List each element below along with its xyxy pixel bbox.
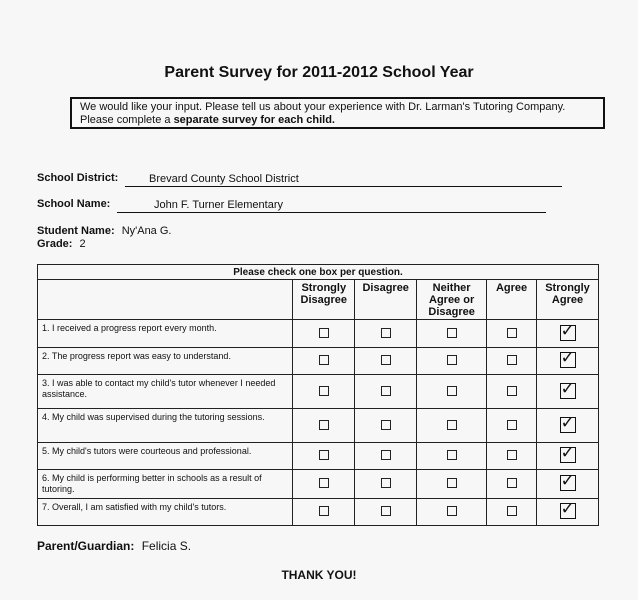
checkbox[interactable] [319,506,329,516]
checkbox[interactable] [507,450,517,460]
answer-cell [355,375,417,409]
checkbox[interactable] [319,450,329,460]
answer-cell [293,443,355,470]
answer-cell [537,320,599,348]
question-text: 7. Overall, I am satisfied with my child's tutors. [38,499,293,526]
checkbox[interactable] [447,450,457,460]
checked-checkbox[interactable] [560,503,576,519]
checked-checkbox[interactable] [560,383,576,399]
col-strongly-agree: Strongly Agree [537,280,599,320]
student-name-value: Ny'Ana G. [121,225,172,237]
checked-checkbox[interactable] [560,352,576,368]
answer-cell [417,348,487,375]
checkbox[interactable] [447,506,457,516]
checkbox[interactable] [381,450,391,460]
grade-label: Grade: 2 [37,238,86,250]
question-text: 2. The progress report was easy to understand. [38,348,293,375]
answer-cell [417,375,487,409]
answer-cell [537,443,599,470]
answer-cell [487,348,537,375]
question-rows [38,320,599,526]
checked-checkbox[interactable] [560,325,576,341]
intro-line-2: Please complete a separate survey for each child. [80,114,335,126]
answer-cell [293,348,355,375]
answer-cell [355,499,417,526]
answer-cell [293,375,355,409]
answer-cell [487,375,537,409]
checkbox[interactable] [319,328,329,338]
checkbox[interactable] [319,386,329,396]
school-name-field[interactable]: John F. Turner Elementary [117,199,546,213]
checkbox[interactable] [381,386,391,396]
guardian-label: Parent/Guardian: Felicia S. [37,539,192,553]
grade-value: 2 [79,238,86,250]
student-name-label: Student Name: Ny'Ana G. [37,225,172,237]
answer-cell [355,470,417,499]
checkbox[interactable] [507,355,517,365]
col-agree: Agree [487,280,537,320]
checkbox[interactable] [381,328,391,338]
answer-cell [537,348,599,375]
answer-cell [355,348,417,375]
answer-cell [537,470,599,499]
checked-checkbox[interactable] [560,417,576,433]
answer-cell [487,443,537,470]
table-instruction: Please check one box per question. [38,265,599,280]
question-header-empty [38,280,293,320]
answer-cell [417,443,487,470]
school-name-label: School Name: [37,198,111,210]
checkbox[interactable] [447,355,457,365]
answer-cell [417,470,487,499]
answer-cell [417,499,487,526]
question-text: 6. My child is performing better in schools as a result of tutoring. [38,470,293,499]
checkbox[interactable] [447,478,457,488]
intro-box [70,97,605,129]
survey-title: Parent Survey for 2011-2012 School Year [164,64,474,81]
intro-line-1: We would like your input. Please tell us about your experience with Dr. Larman's Tutoring Company. [80,101,566,113]
question-row [38,409,599,443]
answer-cell [537,375,599,409]
checkbox[interactable] [507,506,517,516]
question-text: 3. I was able to contact my child's tutor whenever I needed assistance. [38,375,293,409]
col-disagree: Disagree [355,280,417,320]
question-row [38,443,599,470]
checked-checkbox[interactable] [560,475,576,491]
answer-cell [537,499,599,526]
checkbox[interactable] [381,355,391,365]
answer-cell [293,499,355,526]
checkbox[interactable] [319,420,329,430]
thank-you: THANK YOU! [281,568,357,582]
answer-cell [293,470,355,499]
checkbox[interactable] [319,478,329,488]
question-text: 5. My child's tutors were courteous and professional. [38,443,293,470]
checkbox[interactable] [447,386,457,396]
answer-cell [355,443,417,470]
checkbox[interactable] [381,506,391,516]
question-row [38,470,599,499]
question-row [38,375,599,409]
checkbox[interactable] [447,328,457,338]
checkbox[interactable] [507,386,517,396]
col-strongly-disagree: Strongly Disagree [293,280,355,320]
answer-cell [417,320,487,348]
answer-cell [487,499,537,526]
question-text: 1. I received a progress report every month. [38,320,293,348]
answer-cell [293,320,355,348]
checked-checkbox[interactable] [560,447,576,463]
checkbox[interactable] [507,328,517,338]
answer-cell [487,409,537,443]
checkbox[interactable] [319,355,329,365]
col-neither: Neither Agree or Disagree [417,280,487,320]
answer-cell [417,409,487,443]
survey-table [37,264,599,526]
checkbox[interactable] [447,420,457,430]
school-district-field[interactable]: Brevard County School District [125,173,562,187]
question-row [38,499,599,526]
answer-cell [293,409,355,443]
guardian-value: Felicia S. [141,539,192,553]
answer-cell [355,409,417,443]
question-text: 4. My child was supervised during the tutoring sessions. [38,409,293,443]
checkbox[interactable] [507,420,517,430]
checkbox[interactable] [381,420,391,430]
answer-cell [487,470,537,499]
school-district-label: School District: [37,172,119,184]
answer-cell [487,320,537,348]
answer-cell [537,409,599,443]
checkbox[interactable] [381,478,391,488]
question-row [38,320,599,348]
question-row [38,348,599,375]
checkbox[interactable] [507,478,517,488]
answer-cell [355,320,417,348]
